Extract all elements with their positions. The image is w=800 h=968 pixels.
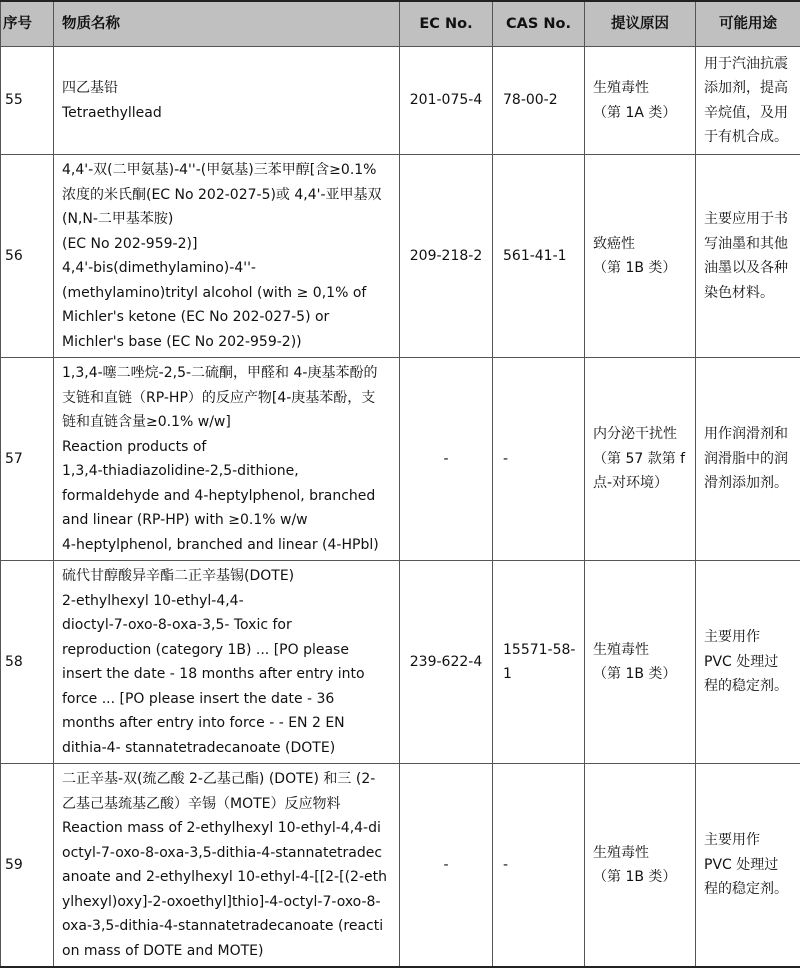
name-line: dioctyl-7-oxo-8-oxa-3,5- Toxic for <box>62 613 393 638</box>
name-line: formaldehyde and 4-heptylphenol, branched <box>62 484 393 509</box>
substance-name <box>54 47 400 155</box>
use-line: 染色材料。 <box>704 281 794 306</box>
use-line: 添加剂，提高 <box>704 76 794 101</box>
name-line: Michler's ketone (EC No 202-027-5) or <box>62 305 393 330</box>
use-line: 程的稳定剂。 <box>704 674 794 699</box>
table-row <box>1 155 800 358</box>
proposal-reason <box>585 358 696 561</box>
proposal-reason <box>585 47 696 155</box>
name-line: 硫代甘醇酸异辛酯二正辛基锡(DOTE) <box>62 564 393 589</box>
cas-line: 15571-58- <box>503 638 578 663</box>
cas-number: 561-41-1 <box>493 155 585 358</box>
reason-line: 生殖毒性 <box>593 841 689 866</box>
name-line: 二正辛基-双(巯乙酸 2-乙基己酯) (DOTE) 和三 (2- <box>62 767 393 792</box>
cas-number: - <box>493 358 585 561</box>
substance-name <box>54 561 400 764</box>
name-line: octyl-7-oxo-8-oxa-3,5-dithia-4-stannatetradec <box>62 841 393 866</box>
substance-name <box>54 155 400 358</box>
table-row <box>1 764 800 968</box>
name-line: 四乙基铅 <box>62 76 393 101</box>
use-line: 润滑脂中的润 <box>704 447 794 472</box>
name-line: (methylamino)trityl alcohol (with ≥ 0,1% of <box>62 281 393 306</box>
name-line: 4,4'-bis(dimethylamino)-4''- <box>62 256 393 281</box>
header-reason: 提议原因 <box>585 1 696 47</box>
name-line: 1,3,4-噻二唑烷-2,5-二硫酮，甲醛和 4-庚基苯酚的 <box>62 361 393 386</box>
name-line: Tetraethyllead <box>62 101 393 126</box>
use-line: 用于汽油抗震 <box>704 52 794 77</box>
possible-use <box>696 764 800 968</box>
name-line: oxa-3,5-dithia-4-stannatetradecanoate (reacti <box>62 914 393 939</box>
name-line: 1,3,4-thiadiazolidine-2,5-dithione, <box>62 459 393 484</box>
header-ec: EC No. <box>400 1 493 47</box>
name-line: 4-heptylphenol, branched and linear (4-HPbl) <box>62 533 393 558</box>
name-line: 4,4'-双(二甲氨基)-4''-(甲氨基)三苯甲醇[含≥0.1% <box>62 158 393 183</box>
use-line: 主要应用于书 <box>704 207 794 232</box>
possible-use <box>696 561 800 764</box>
name-line: 链和直链含量≥0.1% w/w] <box>62 410 393 435</box>
ec-number: 209-218-2 <box>400 155 493 358</box>
reason-line: 生殖毒性 <box>593 638 689 663</box>
use-line: PVC 处理过 <box>704 853 794 878</box>
use-line: 用作润滑剂和 <box>704 422 794 447</box>
proposal-reason <box>585 561 696 764</box>
name-line: 2-ethylhexyl 10-ethyl-4,4- <box>62 589 393 614</box>
name-line: insert the date - 18 months after entry into <box>62 662 393 687</box>
name-line: (EC No 202-959-2)] <box>62 232 393 257</box>
reason-line: （第 1A 类） <box>593 101 689 126</box>
name-line: 乙基己基巯基乙酸）辛锡（MOTE）反应物料 <box>62 792 393 817</box>
name-line: months after entry into force - - EN 2 EN <box>62 711 393 736</box>
use-line: PVC 处理过 <box>704 650 794 675</box>
name-line: (N,N-二甲基苯胺) <box>62 207 393 232</box>
table-header <box>1 1 800 47</box>
row-number: 59 <box>1 764 54 968</box>
use-line: 写油墨和其他 <box>704 232 794 257</box>
use-line: 主要用作 <box>704 828 794 853</box>
use-line: 主要用作 <box>704 625 794 650</box>
use-line: 于有机合成。 <box>704 125 794 150</box>
use-line: 辛烷值，及用 <box>704 101 794 126</box>
header-cas: CAS No. <box>493 1 585 47</box>
cas-line: 1 <box>503 662 578 687</box>
name-line: ylhexyl)oxy]-2-oxoethyl]thio]-4-octyl-7-oxo-8- <box>62 890 393 915</box>
name-line: 浓度的米氏酮(EC No 202-027-5)或 4,4'-亚甲基双 <box>62 183 393 208</box>
name-line: 支链和直链（RP-HP）的反应产物[4-庚基苯酚，支 <box>62 386 393 411</box>
table-row <box>1 358 800 561</box>
row-number: 56 <box>1 155 54 358</box>
header-name: 物质名称 <box>54 1 400 47</box>
row-number: 57 <box>1 358 54 561</box>
reason-line: （第 57 款第 f <box>593 447 689 472</box>
name-line: force ... [PO please insert the date - 36 <box>62 687 393 712</box>
ec-number: - <box>400 358 493 561</box>
reason-line: 内分泌干扰性 <box>593 422 689 447</box>
name-line: on mass of DOTE and MOTE) <box>62 939 393 964</box>
ec-number: - <box>400 764 493 968</box>
reason-line: 点-对环境） <box>593 471 689 496</box>
cas-number <box>493 561 585 764</box>
table-body <box>1 47 800 968</box>
use-line: 滑剂添加剂。 <box>704 471 794 496</box>
substance-name <box>54 358 400 561</box>
ec-number: 239-622-4 <box>400 561 493 764</box>
name-line: dithia-4- stannatetradecanoate (DOTE) <box>62 736 393 761</box>
name-line: anoate and 2-ethylhexyl 10-ethyl-4-[[2-[(2-eth <box>62 865 393 890</box>
row-number: 55 <box>1 47 54 155</box>
reason-line: （第 1B 类） <box>593 662 689 687</box>
cas-number: 78-00-2 <box>493 47 585 155</box>
table-row <box>1 561 800 764</box>
possible-use <box>696 358 800 561</box>
reason-line: 生殖毒性 <box>593 76 689 101</box>
header-use: 可能用途 <box>696 1 800 47</box>
use-line: 油墨以及各种 <box>704 256 794 281</box>
possible-use <box>696 155 800 358</box>
reason-line: 致癌性 <box>593 232 689 257</box>
table-row <box>1 47 800 155</box>
row-number: 58 <box>1 561 54 764</box>
name-line: and linear (RP-HP) with ≥0.1% w/w <box>62 508 393 533</box>
use-line: 程的稳定剂。 <box>704 877 794 902</box>
substance-name <box>54 764 400 968</box>
proposal-reason <box>585 155 696 358</box>
cas-number: - <box>493 764 585 968</box>
name-line: Reaction products of <box>62 435 393 460</box>
header-no: 序号 <box>1 1 54 47</box>
proposal-reason <box>585 764 696 968</box>
header-row <box>1 1 800 47</box>
reason-line: （第 1B 类） <box>593 865 689 890</box>
name-line: Michler's base (EC No 202-959-2)) <box>62 330 393 355</box>
name-line: reproduction (category 1B) ... [PO please <box>62 638 393 663</box>
name-line: Reaction mass of 2-ethylhexyl 10-ethyl-4,4-di <box>62 816 393 841</box>
ec-number: 201-075-4 <box>400 47 493 155</box>
reason-line: （第 1B 类） <box>593 256 689 281</box>
possible-use <box>696 47 800 155</box>
